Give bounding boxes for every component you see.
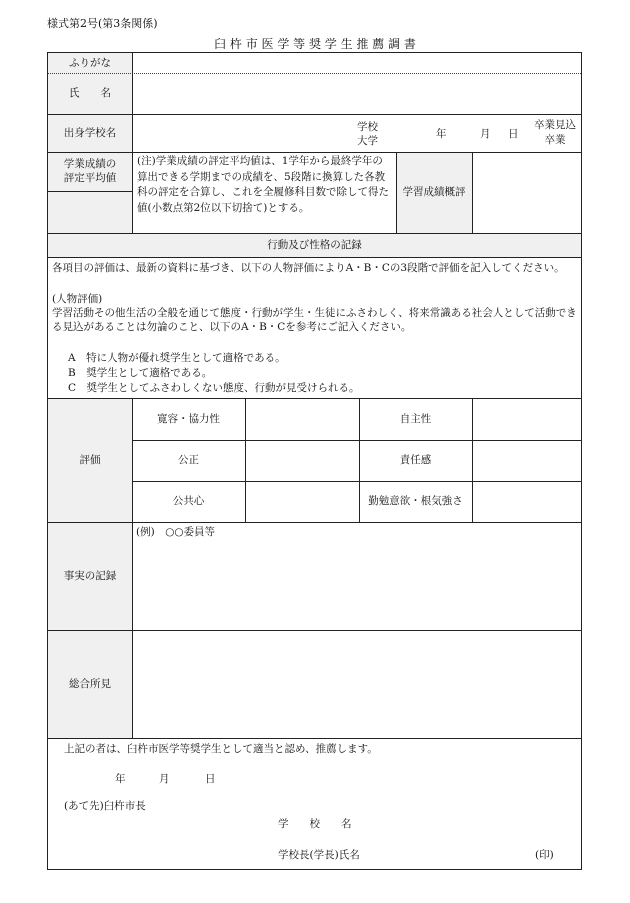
summary-field[interactable] [472,152,581,233]
grades-label-line2: 評定平均値 [63,172,117,184]
addressee: (あて先)臼杵市長 [64,800,146,812]
facts-field[interactable] [132,543,581,630]
eval-item-tolerance: 寛容・協力性 [157,412,220,425]
furigana-label: ふりがな [69,56,111,69]
evaluation-label: 評価 [79,453,101,466]
footer-year: 年 [115,773,126,785]
eval-item-public-spirit: 公共心 [172,495,205,508]
seal-mark: (印) [535,849,554,861]
eval-item-responsibility: 責任感 [399,454,432,467]
summary-label: 学習成績概評 [402,186,466,199]
school-label: 出身学校名 [63,126,117,139]
recommendation-statement: 上記の者は、臼杵市医学等奨学生として適当と認め、推薦します。 [64,743,378,755]
overall-label: 総合所見 [69,677,111,690]
document-title: 臼 杵 市 医 学 等 奨 学 生 推 薦 調 書 [214,37,416,51]
footer-month: 月 [159,773,170,785]
row-line [48,257,581,258]
school-type-high: 学校 [357,121,378,133]
furigana-field[interactable] [132,53,581,73]
eval-input-public-spirit[interactable] [245,481,359,522]
footer-day: 日 [205,773,216,785]
grad-expected-label: 卒業見込 [534,119,576,131]
form-number: 様式第2号(第3条関係) [47,17,158,30]
grade-a-text: A 特に人物が優れ奨学生として適格である。 [68,352,286,364]
facts-label: 事実の記録 [63,569,117,582]
grades-note: (注)学業成績の評定平均値は、1学年から最終学年の算出できる学期までの成績を、5段階に換算した各教科の評定を合算し、これを全履修科目数で除して得た値(小数点第2位以下切捨て)とする。 [137,155,389,214]
principal-name-label: 学校長(学長)氏名 [278,849,360,861]
behavior-section-title: 行動及び性格の記録 [267,238,362,251]
grade-c-text: C 奨学生としてふさわしくない態度、行動が見受けられる。 [68,382,360,394]
eval-input-tolerance[interactable] [245,398,359,440]
grade-b-text: B 奨学生として適格である。 [68,367,213,379]
grad-month-label: 月 [480,128,491,140]
grad-year-label: 年 [436,128,447,140]
person-eval-heading: (人物評価) [52,293,103,305]
name-field[interactable] [132,73,581,114]
overall-field[interactable] [132,630,581,738]
eval-item-autonomy: 自主性 [399,412,432,425]
eval-input-fairness[interactable] [245,440,359,481]
grad-day-label: 日 [508,128,519,140]
name-label: 氏 名 [69,87,111,100]
school-type-university: 大学 [357,135,378,147]
eval-input-diligence[interactable] [472,481,581,522]
facts-example: (例) ○○委員等 [136,526,216,538]
grades-label-line1: 学業成績の [63,158,117,170]
eval-input-autonomy[interactable] [472,398,581,440]
eval-input-responsibility[interactable] [472,440,581,481]
row-line [48,738,581,739]
graduated-label: 卒業 [544,134,566,146]
grades-value-field[interactable] [48,191,132,233]
form-frame [47,52,582,870]
person-eval-text: 学習活動その他生活の全般を通じて態度・行動が学生・生徒にふさわしく、将来常識ある社会人として活動できる見込があることは勿論のこと、以下のA・B・Cを参考にご記入ください。 [52,307,577,334]
school-name-label: 学 校 名 [278,818,352,830]
eval-item-diligence: 勤勉意欲・根気強さ [368,495,463,508]
eval-item-fairness: 公正 [178,454,199,467]
behavior-intro: 各項目の評価は、最新の資料に基づき、以下の人物評価によりA・B・Cの3段階で評価を記入してください。 [52,262,565,274]
